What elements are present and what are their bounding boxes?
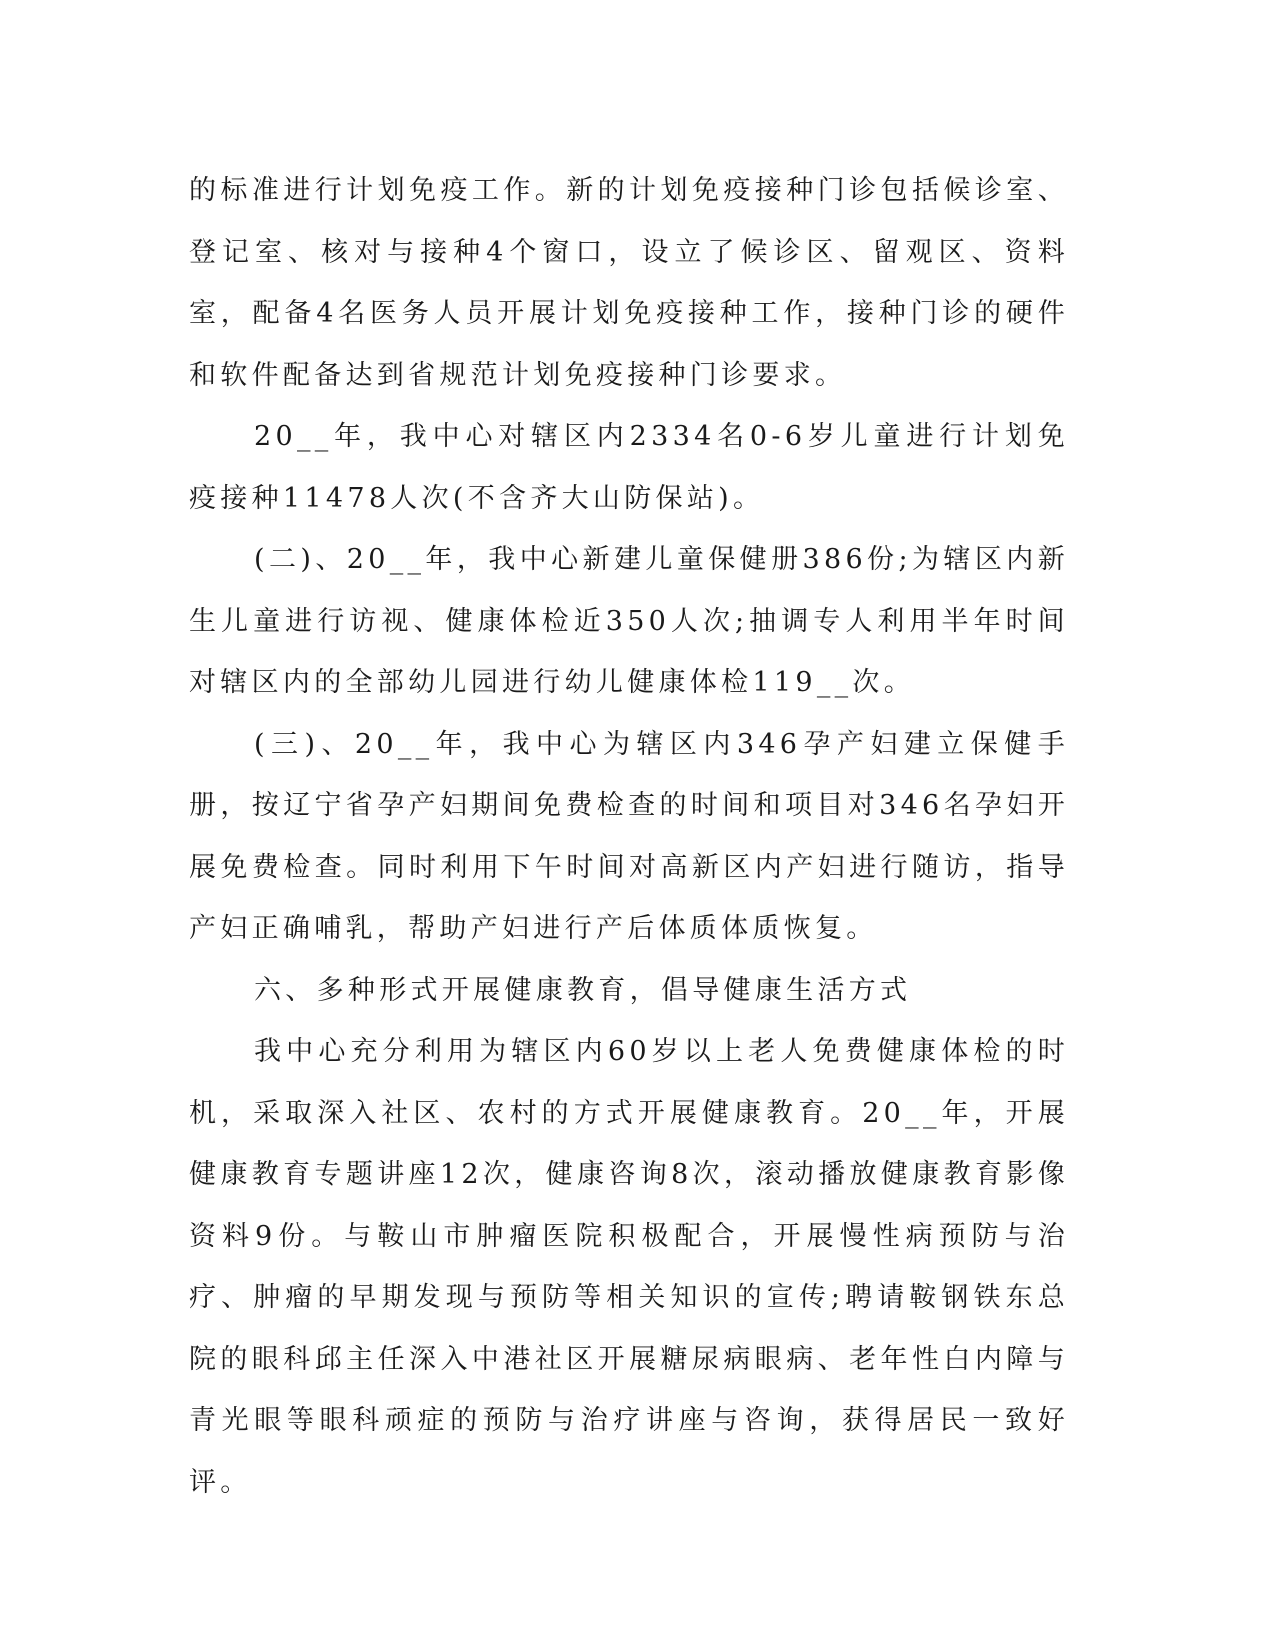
section-heading-health-education: 六、多种形式开展健康教育，倡导健康生活方式 [254,974,912,1006]
paragraph-health-education: 我中心充分利用为辖区内60岁以上老人免费健康体检的时机，采取深入社区、农村的方式开展健康教育。20__年，开展健康教育专题讲座12次，健康咨询8次，滚动播放健康教育影像资料9份。与鞍山市肿瘤医院积极配合，开展慢性病预防与治疗、肿瘤的早期发现与预防等相关知识的宣传;聘请鞍钢铁东总院的眼科邱主任深入中港社区开展糖尿病眼病、老年性白内障与青光眼等眼科顽症的预防与治疗讲座与咨询，获得居民一致好评。 [189,1036,1069,1498]
paragraph-child-vaccination: 20__年，我中心对辖区内2334名0-6岁儿童进行计划免疫接种11478人次(不含齐大山防保站)。 [189,421,1069,514]
paragraph-immunization-clinic: 的标准进行计划免疫工作。新的计划免疫接种门诊包括候诊室、登记室、核对与接种4个窗口，设立了候诊区、留观区、资料室，配备4名医务人员开展计划免疫接种工作，接种门诊的硬件和软件配备达到省规范计划免疫接种门诊要求。 [189,175,1069,391]
paragraph-child-health: (二)、20__年，我中心新建儿童保健册386份;为辖区内新生儿童进行访视、健康体检近350人次;抽调专人利用半年时间对辖区内的全部幼儿园进行幼儿健康体检119__次。 [189,544,1069,698]
paragraph-maternal-health: (三)、20__年，我中心为辖区内346孕产妇建立保健手册，按辽宁省孕产妇期间免费检查的时间和项目对346名孕妇开展免费检查。同时利用下午时间对高新区内产妇进行随访，指导产妇正确哺乳，帮助产妇进行产后体质体质恢复。 [189,728,1069,944]
document-body [189,160,1069,1513]
